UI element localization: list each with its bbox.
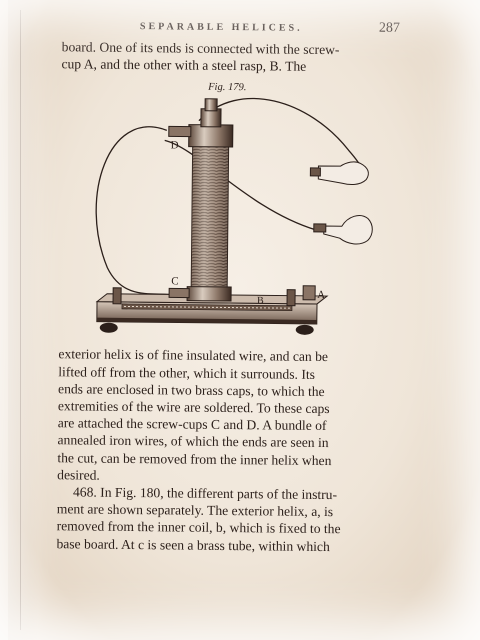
top-brass-cap: [189, 125, 233, 147]
wire-d-left: [95, 127, 171, 295]
book-page: [56, 16, 400, 555]
text-line: removed from the inner coil, b, which is fixed to the: [56, 518, 341, 537]
text-line: ment are shown separately. The exterior helix, a, is: [56, 501, 334, 520]
paragraph-468: [56, 483, 389, 555]
text-line: ends are enclosed in two brass caps, to which the: [58, 381, 325, 399]
text-line: cup A, and the other with a steel rasp, B. The: [61, 56, 307, 75]
wire-lower-right: [164, 141, 317, 231]
text-line: lifted off from the other, which it surrounds. Its: [58, 363, 316, 382]
figure-caption: Fig. 179.: [208, 82, 247, 94]
label-d: D: [170, 139, 179, 152]
body-paragraph: [57, 346, 390, 487]
text-line: 468. In Fig. 180, the different parts of the instru-: [72, 484, 338, 503]
helix-apparatus-illustration: [47, 88, 400, 354]
text-line: desired.: [57, 467, 100, 483]
label-a: A: [317, 289, 326, 302]
screw-cup-c: [169, 289, 189, 298]
label-c: C: [171, 275, 179, 288]
label-b: B: [256, 295, 264, 307]
text-line: are attached the screw-cups C and D. A bundle of: [57, 415, 327, 434]
figure-179: [59, 88, 394, 349]
upper-hand-icon: [310, 162, 368, 185]
top-paragraph: [61, 38, 393, 76]
page-number: 287: [378, 20, 400, 36]
text-line: exterior helix is of fine insulated wire, and can be: [58, 346, 329, 365]
screw-cup-a: [303, 286, 315, 300]
lower-hand-icon: [314, 215, 373, 244]
gutter-line: [20, 10, 21, 630]
text-line: board. One of its ends is connected with the screw-: [61, 39, 340, 58]
text-line: the cut, can be removed from the inner helix when: [57, 449, 332, 468]
running-title: SEPARABLE HELICES.: [139, 21, 303, 34]
book-gutter: [8, 0, 38, 640]
bottom-brass-cap: [187, 287, 231, 301]
text-line: base board. At c is seen a brass tube, within which: [56, 535, 330, 554]
text-line: annealed iron wires, of which the ends are seen in: [57, 432, 329, 451]
page-header: [62, 16, 400, 41]
screw-cup-d: [169, 127, 191, 137]
text-line: extremities of the wire are soldered. To these caps: [57, 398, 330, 417]
